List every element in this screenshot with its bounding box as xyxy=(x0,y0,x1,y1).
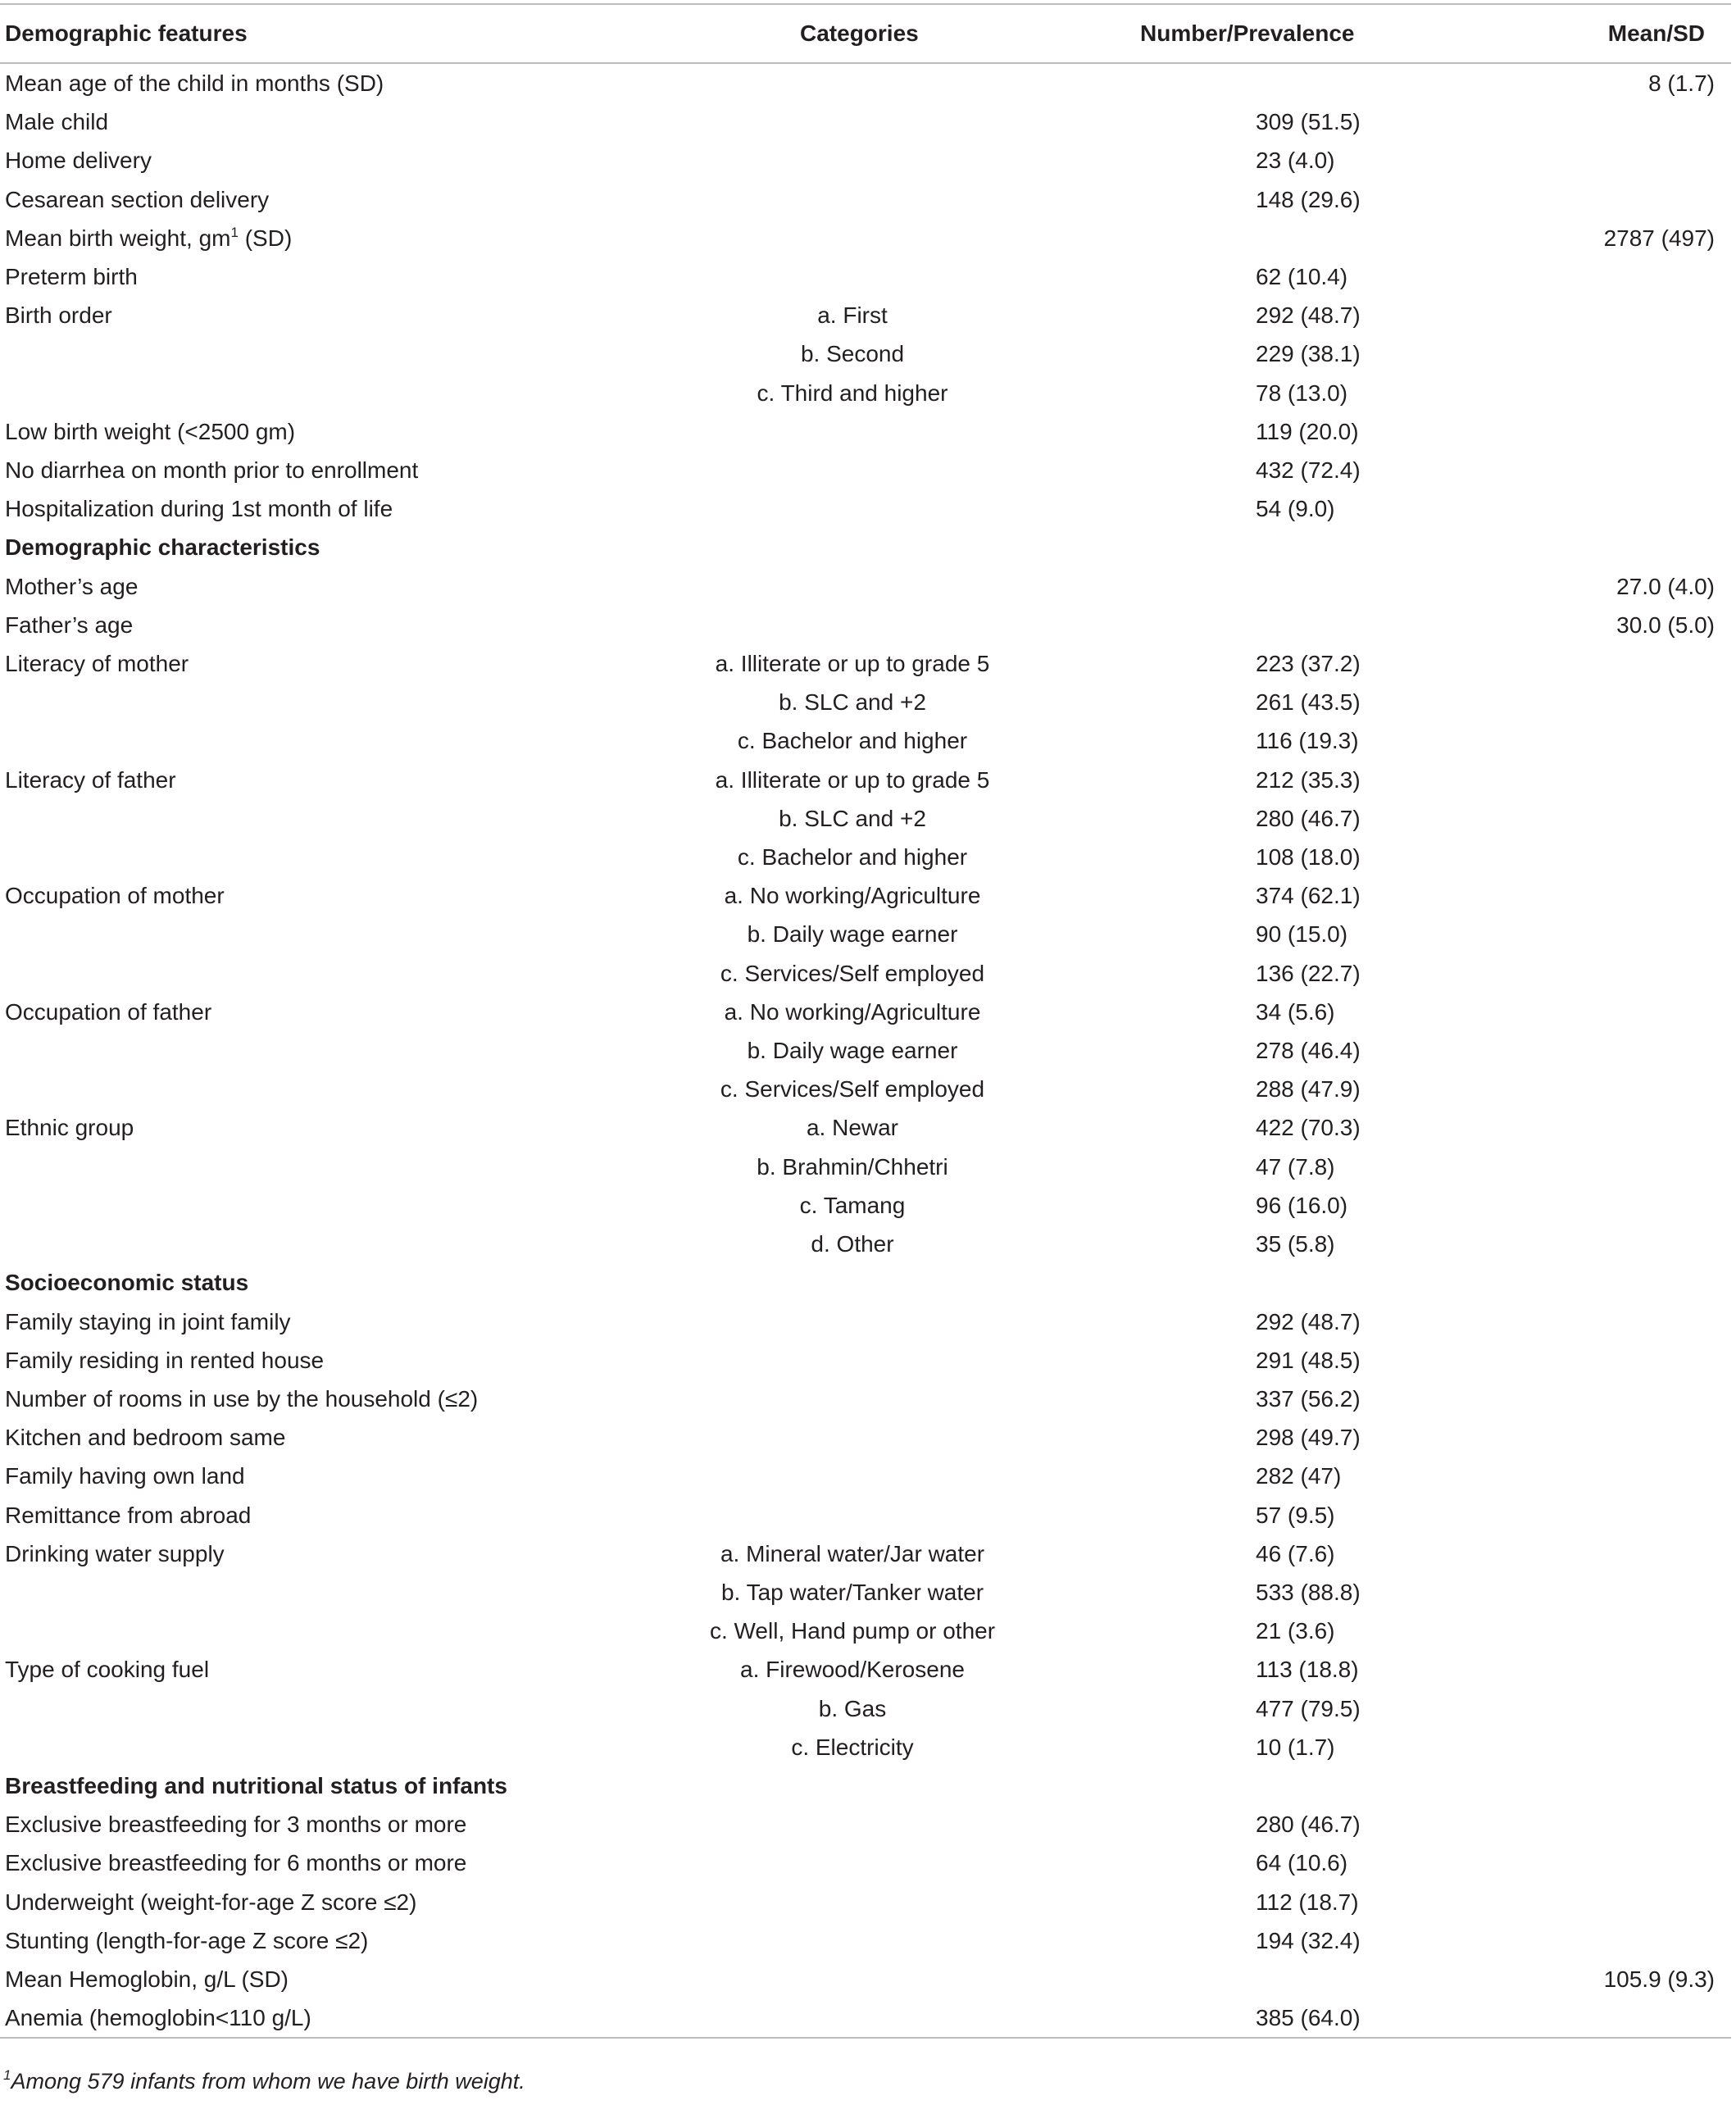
feature-cell xyxy=(0,1689,639,1728)
mean-sd-cell xyxy=(1500,1573,1731,1612)
mean-sd-cell: 30.0 (5.0) xyxy=(1616,611,1715,638)
category-cell: b. SLC and +2 xyxy=(779,689,926,716)
table-row xyxy=(0,1960,1731,1998)
category-cell xyxy=(639,1303,1074,1341)
category-cell xyxy=(639,1998,1074,2038)
number-prevalence-cell xyxy=(1074,606,1500,644)
feature-cell: Literacy of mother xyxy=(5,651,189,677)
mean-sd-cell xyxy=(1500,1380,1731,1418)
table-row xyxy=(0,1921,1731,1960)
table-row xyxy=(0,1225,1731,1263)
table-body xyxy=(0,63,1731,2038)
demographics-table xyxy=(0,3,1731,2039)
feature-cell: Cesarean section delivery xyxy=(5,186,270,212)
category-cell xyxy=(639,1341,1074,1380)
number-prevalence-cell: 291 (48.5) xyxy=(1256,1347,1361,1373)
category-cell: c. Bachelor and higher xyxy=(737,728,968,754)
feature-cell: Occupation of mother xyxy=(5,883,225,909)
category-cell xyxy=(639,1805,1074,1844)
number-prevalence-cell: 119 (20.0) xyxy=(1256,418,1359,444)
table-row xyxy=(0,683,1731,721)
number-prevalence-cell: 280 (46.7) xyxy=(1256,1812,1361,1838)
feature-cell: Ethnic group xyxy=(5,1115,134,1141)
category-cell xyxy=(639,1263,1074,1302)
mean-sd-cell xyxy=(1500,1186,1731,1225)
mean-sd-cell xyxy=(1500,915,1731,953)
category-cell xyxy=(639,1960,1074,1998)
table-row xyxy=(0,412,1731,451)
feature-cell: Family residing in rented house xyxy=(5,1347,325,1373)
number-prevalence-cell: 148 (29.6) xyxy=(1256,186,1361,212)
category-cell xyxy=(639,1457,1074,1495)
mean-sd-cell xyxy=(1500,1418,1731,1457)
category-cell xyxy=(639,1844,1074,1882)
table-row xyxy=(0,799,1731,838)
section-header-row xyxy=(0,1766,1731,1805)
table-row xyxy=(0,1457,1731,1495)
table-row xyxy=(0,1031,1731,1070)
category-cell xyxy=(639,257,1074,296)
feature-cell xyxy=(0,1070,639,1108)
feature-cell: Exclusive breastfeeding for 6 months or more xyxy=(5,1850,467,1876)
section-header-row xyxy=(0,528,1731,566)
table-row xyxy=(0,915,1731,953)
mean-sd-cell xyxy=(1500,838,1731,876)
table-row xyxy=(0,102,1731,141)
category-cell xyxy=(639,1496,1074,1534)
table-row xyxy=(0,141,1731,180)
number-prevalence-cell: 292 (48.7) xyxy=(1256,302,1361,329)
category-cell xyxy=(639,1766,1074,1805)
mean-sd-cell xyxy=(1500,683,1731,721)
mean-sd-cell xyxy=(1500,257,1731,296)
category-cell xyxy=(639,219,1074,257)
number-prevalence-cell: 136 (22.7) xyxy=(1256,960,1361,986)
mean-sd-cell xyxy=(1500,1921,1731,1960)
table-row xyxy=(0,1998,1731,2038)
number-prevalence-cell: 108 (18.0) xyxy=(1256,844,1361,871)
number-prevalence-cell xyxy=(1074,219,1500,257)
number-prevalence-cell: 374 (62.1) xyxy=(1256,883,1361,909)
feature-cell: Type of cooking fuel xyxy=(5,1657,210,1683)
section-header-row xyxy=(0,1263,1731,1302)
feature-cell xyxy=(0,915,639,953)
mean-sd-cell: 8 (1.7) xyxy=(1648,70,1715,96)
number-prevalence-cell: 116 (19.3) xyxy=(1256,728,1359,754)
feature-cell xyxy=(0,1225,639,1263)
feature-cell: Father’s age xyxy=(5,611,134,638)
number-prevalence-cell: 35 (5.8) xyxy=(1256,1231,1335,1257)
table-row xyxy=(0,1186,1731,1225)
category-cell: b. Brahmin/Chhetri xyxy=(757,1153,948,1180)
mean-sd-cell xyxy=(1500,141,1731,180)
category-cell xyxy=(639,1921,1074,1960)
number-prevalence-cell: 21 (3.6) xyxy=(1256,1618,1335,1644)
feature-cell: Stunting (length-for-age Z score ≤2) xyxy=(5,1927,369,1953)
mean-sd-cell xyxy=(1500,102,1731,141)
mean-sd-cell xyxy=(1500,1496,1731,1534)
table-row xyxy=(0,296,1731,334)
feature-cell xyxy=(0,954,639,993)
footnote-text: Among 579 infants from whom we have birth weight. xyxy=(11,2069,525,2094)
category-cell: c. Bachelor and higher xyxy=(737,844,968,871)
number-prevalence-cell: 23 (4.0) xyxy=(1256,148,1335,174)
feature-cell xyxy=(0,1573,639,1612)
table-row xyxy=(0,334,1731,373)
mean-sd-cell xyxy=(1500,296,1731,334)
mean-sd-cell xyxy=(1500,1728,1731,1766)
mean-sd-cell xyxy=(1500,876,1731,915)
mean-sd-cell xyxy=(1500,799,1731,838)
table-row xyxy=(0,606,1731,644)
mean-sd-cell xyxy=(1500,1457,1731,1495)
feature-cell: Family having own land xyxy=(5,1463,245,1489)
feature-cell: Hospitalization during 1st month of life xyxy=(5,496,393,522)
table-row xyxy=(0,1418,1731,1457)
feature-cell: Literacy of father xyxy=(5,766,176,793)
table-row xyxy=(0,1341,1731,1380)
category-cell xyxy=(639,567,1074,606)
number-prevalence-cell: 112 (18.7) xyxy=(1256,1889,1359,1915)
category-cell: b. SLC and +2 xyxy=(779,805,926,831)
category-cell: a. Mineral water/Jar water xyxy=(720,1540,985,1566)
mean-sd-cell xyxy=(1500,1805,1731,1844)
feature-cell: Number of rooms in use by the household (≤2) xyxy=(5,1385,479,1412)
mean-sd-cell xyxy=(1500,993,1731,1031)
number-prevalence-cell xyxy=(1074,1766,1500,1805)
feature-cell: Occupation of father xyxy=(5,998,212,1025)
mean-sd-cell xyxy=(1500,1689,1731,1728)
table-row xyxy=(0,721,1731,760)
mean-sd-cell xyxy=(1500,1303,1731,1341)
number-prevalence-cell: 34 (5.6) xyxy=(1256,998,1335,1025)
header-number-prevalence: Number/Prevalence xyxy=(1074,4,1500,63)
category-cell: a. Illiterate or up to grade 5 xyxy=(715,651,990,677)
feature-cell: Birth order xyxy=(5,302,112,329)
table-row xyxy=(0,1534,1731,1573)
number-prevalence-cell xyxy=(1074,567,1500,606)
mean-sd-cell xyxy=(1500,1883,1731,1921)
table-row xyxy=(0,838,1731,876)
category-cell: b. Tap water/Tanker water xyxy=(720,1579,984,1605)
mean-sd-cell: 27.0 (4.0) xyxy=(1616,573,1715,599)
feature-cell xyxy=(0,219,639,257)
category-cell xyxy=(639,1380,1074,1418)
table-row xyxy=(0,1070,1731,1108)
category-cell xyxy=(639,606,1074,644)
section-title: Breastfeeding and nutritional status of infants xyxy=(5,1772,507,1798)
table-row xyxy=(0,257,1731,296)
mean-sd-cell xyxy=(1500,334,1731,373)
category-cell: a. No working/Agriculture xyxy=(724,998,981,1025)
number-prevalence-cell: 292 (48.7) xyxy=(1256,1308,1361,1334)
table-row xyxy=(0,876,1731,915)
header-demographic-features: Demographic features xyxy=(0,4,639,63)
category-cell: c. Services/Self employed xyxy=(720,1076,985,1103)
number-prevalence-cell: 280 (46.7) xyxy=(1256,805,1361,831)
table-row xyxy=(0,567,1731,606)
feature-cell: Kitchen and bedroom same xyxy=(5,1425,286,1451)
number-prevalence-cell: 223 (37.2) xyxy=(1256,651,1361,677)
number-prevalence-cell: 212 (35.3) xyxy=(1256,766,1361,793)
table-row xyxy=(0,1303,1731,1341)
number-prevalence-cell: 288 (47.9) xyxy=(1256,1076,1361,1103)
mean-sd-cell xyxy=(1500,1844,1731,1882)
number-prevalence-cell xyxy=(1074,1263,1500,1302)
category-cell xyxy=(639,528,1074,566)
feature-cell: Preterm birth xyxy=(5,264,138,290)
number-prevalence-cell: 477 (79.5) xyxy=(1256,1695,1361,1721)
feature-cell: Low birth weight (<2500 gm) xyxy=(5,418,296,444)
section-title: Demographic characteristics xyxy=(5,534,320,561)
category-cell: b. Daily wage earner xyxy=(747,1038,958,1064)
category-cell: c. Third and higher xyxy=(757,380,948,406)
number-prevalence-cell: 62 (10.4) xyxy=(1256,264,1348,290)
table-row xyxy=(0,63,1731,102)
feature-cell xyxy=(0,1728,639,1766)
feature-cell: Family staying in joint family xyxy=(5,1308,291,1334)
number-prevalence-cell xyxy=(1074,528,1500,566)
mean-sd-cell xyxy=(1500,1650,1731,1689)
number-prevalence-cell xyxy=(1074,1960,1500,1998)
mean-sd-cell xyxy=(1500,1263,1731,1302)
feature-cell: Remittance from abroad xyxy=(5,1502,252,1528)
table-row xyxy=(0,1650,1731,1689)
category-cell xyxy=(639,1883,1074,1921)
category-cell: a. No working/Agriculture xyxy=(724,883,981,909)
feature-cell xyxy=(0,334,639,373)
table-row xyxy=(0,1883,1731,1921)
mean-sd-cell xyxy=(1500,1341,1731,1380)
category-cell: b. Daily wage earner xyxy=(747,921,958,948)
category-cell xyxy=(639,180,1074,219)
mean-sd-cell xyxy=(1500,412,1731,451)
table-row xyxy=(0,451,1731,489)
category-cell xyxy=(639,489,1074,528)
number-prevalence-cell: 261 (43.5) xyxy=(1256,689,1361,716)
table-row xyxy=(0,1573,1731,1612)
mean-sd-cell xyxy=(1500,721,1731,760)
feature-cell xyxy=(0,374,639,412)
number-prevalence-cell: 533 (88.8) xyxy=(1256,1579,1361,1605)
feature-cell xyxy=(0,721,639,760)
number-prevalence-cell: 432 (72.4) xyxy=(1256,457,1361,484)
number-prevalence-cell: 229 (38.1) xyxy=(1256,341,1361,367)
category-cell xyxy=(639,63,1074,102)
number-prevalence-cell: 194 (32.4) xyxy=(1256,1927,1361,1953)
number-prevalence-cell: 78 (13.0) xyxy=(1256,380,1348,406)
feature-cell: Mean age of the child in months (SD) xyxy=(5,70,384,96)
table-row xyxy=(0,1844,1731,1882)
number-prevalence-cell: 57 (9.5) xyxy=(1256,1502,1335,1528)
number-prevalence-cell: 337 (56.2) xyxy=(1256,1385,1361,1412)
mean-sd-cell xyxy=(1500,180,1731,219)
mean-sd-cell xyxy=(1500,1998,1731,2038)
number-prevalence-cell: 90 (15.0) xyxy=(1256,921,1348,948)
number-prevalence-cell: 54 (9.0) xyxy=(1256,496,1335,522)
feature-cell: Mother’s age xyxy=(5,573,139,599)
mean-sd-cell xyxy=(1500,1225,1731,1263)
feature-cell xyxy=(0,683,639,721)
mean-sd-cell xyxy=(1500,374,1731,412)
feature-cell: Underweight (weight-for-age Z score ≤2) xyxy=(5,1889,417,1915)
feature-cell: Drinking water supply xyxy=(5,1540,225,1566)
table-row xyxy=(0,993,1731,1031)
category-cell: b. Second xyxy=(800,341,905,367)
table-row xyxy=(0,219,1731,257)
category-cell xyxy=(639,102,1074,141)
mean-sd-cell xyxy=(1500,1031,1731,1070)
table-row xyxy=(0,374,1731,412)
number-prevalence-cell xyxy=(1074,63,1500,102)
category-cell: d. Other xyxy=(811,1231,894,1257)
number-prevalence-cell: 278 (46.4) xyxy=(1256,1038,1361,1064)
table-row xyxy=(0,489,1731,528)
header-mean-sd: Mean/SD xyxy=(1500,4,1731,63)
category-cell: a. Illiterate or up to grade 5 xyxy=(715,766,990,793)
feature-cell: No diarrhea on month prior to enrollment xyxy=(5,457,419,484)
number-prevalence-cell: 385 (64.0) xyxy=(1074,1998,1500,2038)
category-cell xyxy=(639,412,1074,451)
feature-cell: Anemia (hemoglobin<110 g/L) xyxy=(0,1998,639,2038)
feature-cell: Mean Hemoglobin, g/L (SD) xyxy=(5,1966,289,1992)
number-prevalence-cell: 47 (7.8) xyxy=(1256,1153,1335,1180)
number-prevalence-cell: 298 (49.7) xyxy=(1256,1425,1361,1451)
header-row xyxy=(0,4,1731,63)
table-row xyxy=(0,1148,1731,1186)
table-row xyxy=(0,1108,1731,1147)
category-cell: c. Services/Self employed xyxy=(720,960,985,986)
table-row xyxy=(0,1728,1731,1766)
feature-label-suffix: (SD) xyxy=(238,225,293,251)
section-title: Socioeconomic status xyxy=(5,1270,249,1296)
footnote-marker: 1 xyxy=(3,2067,11,2083)
table-row xyxy=(0,761,1731,799)
category-cell xyxy=(639,141,1074,180)
feature-cell xyxy=(0,1148,639,1186)
category-cell xyxy=(639,1418,1074,1457)
feature-cell xyxy=(0,799,639,838)
category-cell: c. Tamang xyxy=(799,1192,906,1218)
mean-sd-cell xyxy=(1500,1612,1731,1650)
number-prevalence-cell: 10 (1.7) xyxy=(1256,1734,1335,1760)
category-cell: c. Electricity xyxy=(791,1734,914,1760)
header-categories: Categories xyxy=(639,4,1074,63)
number-prevalence-cell: 422 (70.3) xyxy=(1256,1115,1361,1141)
mean-sd-cell xyxy=(1500,1108,1731,1147)
mean-sd-cell xyxy=(1500,1534,1731,1573)
mean-sd-cell xyxy=(1500,954,1731,993)
mean-sd-cell: 2787 (497) xyxy=(1603,225,1715,251)
table-row xyxy=(0,1612,1731,1650)
table-row xyxy=(0,1380,1731,1418)
mean-sd-cell: 105.9 (9.3) xyxy=(1603,1966,1715,1992)
number-prevalence-cell: 96 (16.0) xyxy=(1256,1192,1348,1218)
table-row xyxy=(0,1805,1731,1844)
mean-sd-cell xyxy=(1500,644,1731,683)
feature-cell xyxy=(0,1186,639,1225)
table-row xyxy=(0,644,1731,683)
number-prevalence-cell: 113 (18.8) xyxy=(1256,1657,1359,1683)
category-cell: c. Well, Hand pump or other xyxy=(709,1618,996,1644)
table-row xyxy=(0,1496,1731,1534)
category-cell: a. Firewood/Kerosene xyxy=(740,1657,965,1683)
footnote-ref: 1 xyxy=(230,224,239,240)
mean-sd-cell xyxy=(1500,489,1731,528)
mean-sd-cell xyxy=(1500,1766,1731,1805)
mean-sd-cell xyxy=(1500,1148,1731,1186)
feature-cell: Male child xyxy=(5,109,109,135)
number-prevalence-cell: 309 (51.5) xyxy=(1256,109,1361,135)
feature-cell: Home delivery xyxy=(5,148,152,174)
mean-sd-cell xyxy=(1500,761,1731,799)
feature-cell xyxy=(0,1031,639,1070)
feature-cell xyxy=(0,1612,639,1650)
mean-sd-cell xyxy=(1500,1070,1731,1108)
mean-sd-cell xyxy=(1500,528,1731,566)
number-prevalence-cell: 46 (7.6) xyxy=(1256,1540,1335,1566)
number-prevalence-cell: 282 (47) xyxy=(1256,1463,1342,1489)
table-row xyxy=(0,1689,1731,1728)
table-footnote xyxy=(3,2069,525,2094)
table-row xyxy=(0,954,1731,993)
table-header xyxy=(0,4,1731,63)
table-row xyxy=(0,180,1731,219)
mean-sd-cell xyxy=(1500,451,1731,489)
category-cell: a. Newar xyxy=(806,1115,899,1141)
category-cell: b. Gas xyxy=(818,1695,887,1721)
category-cell: a. First xyxy=(817,302,888,329)
feature-cell xyxy=(0,838,639,876)
feature-cell: Exclusive breastfeeding for 3 months or more xyxy=(5,1812,467,1838)
feature-label: Mean birth weight, gm xyxy=(5,225,231,251)
number-prevalence-cell: 64 (10.6) xyxy=(1256,1850,1348,1876)
category-cell xyxy=(639,451,1074,489)
